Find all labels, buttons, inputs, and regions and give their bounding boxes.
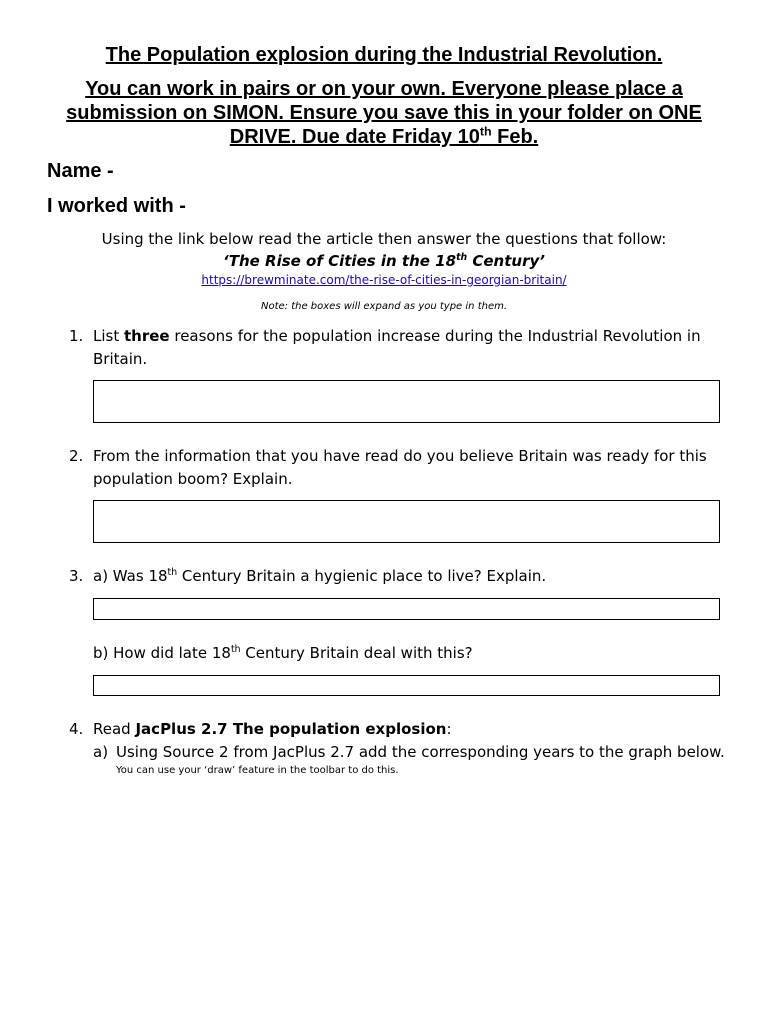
q3-number: 3.: [69, 567, 84, 585]
article-title-post: Century’: [467, 252, 545, 270]
due-date-pre: DRIVE. Due date Friday 10: [229, 126, 480, 148]
q4a-text: Using Source 2 from JacPlus 2.7 add the corresponding years to the graph below.: [116, 743, 725, 761]
article-title: [0, 251, 768, 271]
q3a-answer-box[interactable]: [93, 598, 720, 620]
q1-text: [93, 325, 713, 371]
q4a-label: a): [93, 743, 109, 761]
intro-text: [40, 77, 728, 149]
q1-post: reasons for the population increase during the Industrial Revolution in: [169, 327, 701, 345]
worked-with-label: I worked with -: [47, 195, 186, 217]
page-title: The Population explosion during the Industrial Revolution.: [105, 44, 663, 66]
q4-post: :: [446, 720, 452, 738]
q3b-answer-box[interactable]: [93, 675, 720, 696]
q3a-text: [93, 565, 713, 588]
q3a-suffix: th: [167, 567, 178, 578]
article-title-suffix: th: [456, 252, 468, 263]
q1-bold: three: [124, 327, 170, 345]
q4-pre: Read: [93, 720, 136, 738]
q2-number: 2.: [69, 447, 84, 465]
q2-text: [93, 445, 713, 491]
q4-bold: JacPlus 2.7 The population explosion: [135, 720, 447, 738]
intro-line-1: You can work in pairs or on your own. Everyone please place a: [85, 78, 683, 100]
article-title-pre: ‘The Rise of Cities in the 18: [223, 252, 457, 270]
q3b-suffix: th: [230, 644, 241, 655]
q1-number: 1.: [69, 327, 84, 345]
q1-answer-box[interactable]: [93, 380, 720, 423]
article-link[interactable]: https://brewminate.com/the-rise-of-cities-in-georgian-britain/: [201, 273, 567, 287]
q3a-pre: a) Was 18: [93, 567, 168, 585]
q3b-text: [93, 642, 713, 665]
due-date-post: Feb.: [491, 126, 539, 148]
q4a-note: You can use your ‘draw’ feature in the toolbar to do this.: [116, 765, 399, 776]
q1-pre: List: [93, 327, 124, 345]
q4-text: [93, 718, 713, 741]
q4-number: 4.: [69, 720, 84, 738]
intro-line-2: submission on SIMON. Ensure you save this in your folder on ONE: [66, 102, 702, 124]
instructions-text: Using the link below read the article then answer the questions that follow:: [101, 230, 667, 248]
intro-line-3: [40, 125, 728, 149]
q3b-pre: b) How did late 18: [93, 644, 231, 662]
q3b-post: Century Britain deal with this?: [240, 644, 473, 662]
q2-line1: From the information that you have read do you believe Britain was ready for this: [93, 447, 707, 465]
q3a-post: Century Britain a hygienic place to live? Explain.: [177, 567, 547, 585]
due-date-suffix: th: [479, 124, 492, 139]
expand-note: Note: the boxes will expand as you type in them.: [260, 301, 508, 312]
q2-answer-box[interactable]: [93, 500, 720, 543]
q1-line2: Britain.: [93, 350, 148, 368]
name-label: Name -: [47, 160, 114, 182]
q2-line2: population boom? Explain.: [93, 470, 293, 488]
